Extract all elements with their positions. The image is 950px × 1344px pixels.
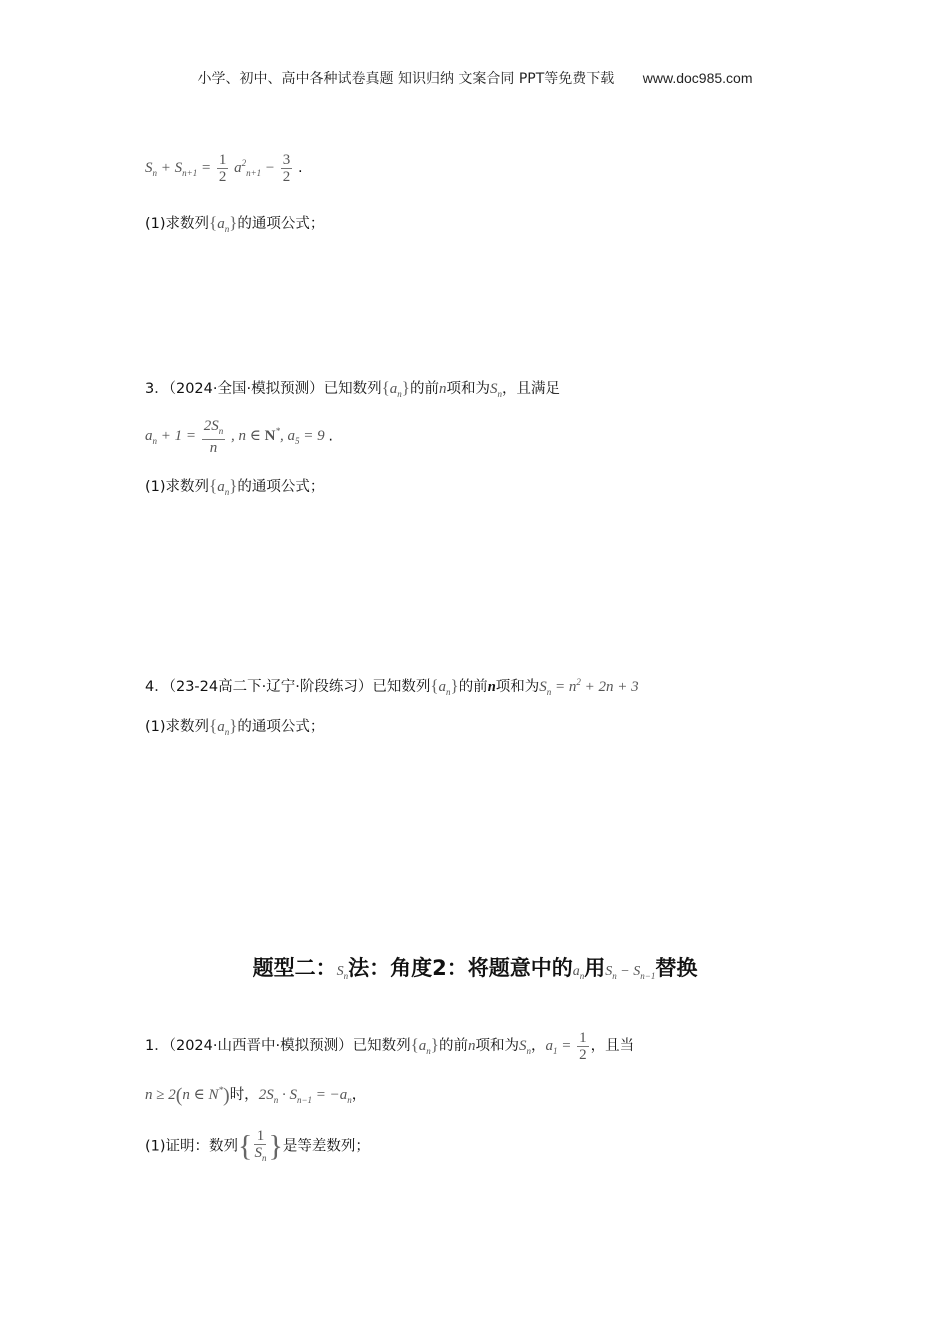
- q4-part1: (1)求数列$\{a_n\}$的通项公式；: [145, 716, 325, 737]
- section-heading: 题型二：$S_n$法：角度2：将题意中的$a_n$用$S_n - S_{n-1}$替换: [252, 956, 698, 981]
- q3-part1: (1)求数列$\{a_n\}$的通项公式；: [145, 476, 325, 497]
- q5-part1: (1)证明：数列{ $\frac{1}{S_n}$ }是等差数列；: [145, 1128, 370, 1163]
- q2-formula: $S_n + S_{n+1}$ = $\frac{1}{2}$ $a^2_{n+1}$ − $\frac{3}{2}$ .: [145, 152, 303, 185]
- page-header: [0, 68, 950, 88]
- q2-part1: (1)求数列$\{a_n\}$的通项公式；: [145, 213, 325, 234]
- header-text: 小学、初中、高中各种试卷真题 知识归纳 文案合同 PPT等免费下载: [197, 71, 615, 87]
- q3-formula: $a_n + 1$ = $\frac{2S_n}{n}$ , n ∈ N*, $a_5 = 9$ .: [145, 418, 333, 456]
- q4-stem: 4．（23-24高二下·辽宁·阶段练习）已知数列$\{a_n\}$的前n项和为$S_n = n^2 + 2n + 3$: [145, 676, 639, 697]
- q3-stem: 3．（2024·全国·模拟预测）已知数列$\{a_n\}$的前n项和为$S_n$，且满足: [145, 378, 560, 399]
- q5-stem: 1．（2024·山西晋中·模拟预测）已知数列$\{a_n\}$的前n项和为$S_n$，$a_1$ = $\frac{1}{2}$ ，且当: [145, 1030, 635, 1063]
- q5-condition: n ≥ 2(n ∈ N*)时，$2S_n \cdot S_{n-1} = -a_n$，: [145, 1084, 367, 1107]
- header-url[interactable]: www.doc985.com: [642, 70, 753, 86]
